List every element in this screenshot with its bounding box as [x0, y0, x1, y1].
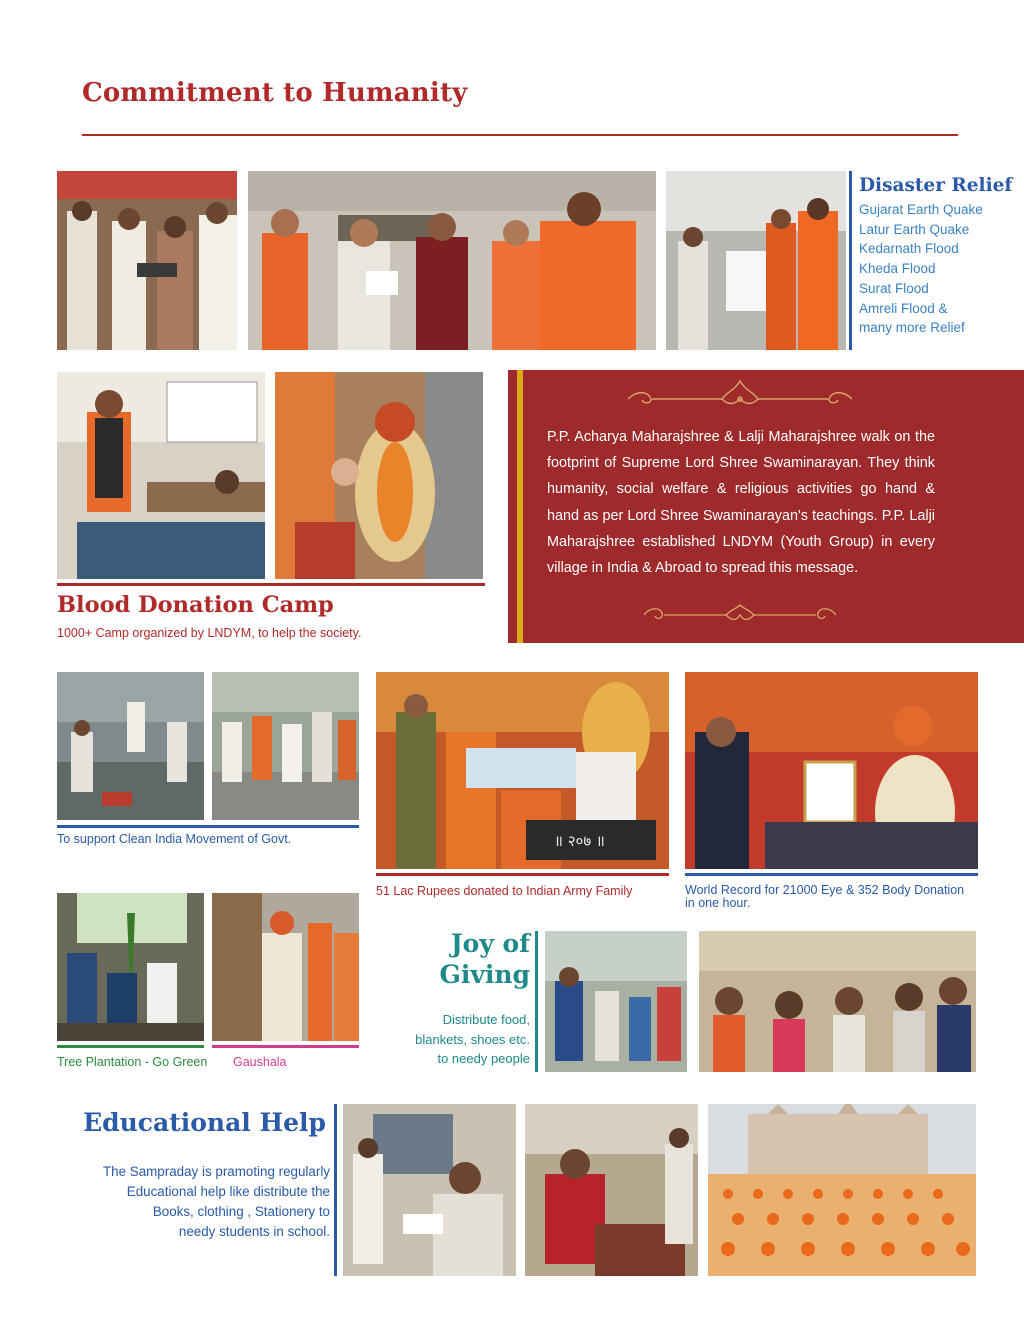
edu-line: needy students in school. — [178, 1224, 330, 1239]
clean-india-photo-1 — [57, 672, 204, 820]
joy-of-giving-bar — [535, 931, 538, 1072]
list-item: Gujarat Earth Quake — [859, 202, 983, 217]
world-record-photo — [685, 672, 978, 869]
educational-help-photo-3 — [708, 1104, 976, 1276]
tree-plantation-photo — [57, 893, 204, 1041]
gaushala-underline — [212, 1045, 359, 1048]
army-underline — [376, 873, 669, 876]
list-item: many more Relief — [859, 320, 965, 336]
educational-help-photo-2 — [525, 1104, 698, 1276]
joy-of-giving-photo-1 — [545, 931, 687, 1072]
gaushala-photo — [212, 893, 359, 1041]
ornament-bottom-icon — [640, 603, 840, 625]
tree-caption: Tree Plantation - Go Green — [57, 1055, 208, 1069]
disaster-relief-photo-1 — [57, 171, 237, 350]
educational-help-photo-1 — [343, 1104, 516, 1276]
ornament-top-icon — [622, 375, 858, 411]
blood-donation-photo-1 — [57, 372, 265, 579]
edu-line: Educational help like distribute the — [126, 1184, 330, 1199]
blood-donation-heading: Blood Donation Camp — [57, 592, 334, 618]
joy-of-giving-text — [380, 1010, 530, 1069]
page-title: Commitment to Humanity — [82, 78, 468, 108]
edu-line: The Sampraday is pramoting regularly — [102, 1164, 330, 1179]
joy-line: Distribute food, — [442, 1012, 530, 1027]
joy-of-giving-photo-2 — [699, 931, 976, 1072]
blood-donation-subtext: 1000+ Camp organized by LNDYM, to help the society. — [57, 626, 362, 640]
blood-donation-photo-2 — [275, 372, 483, 579]
joy-of-giving-heading — [400, 928, 530, 990]
list-item: Kedarnath Flood — [859, 241, 959, 257]
joy-heading-line-1: Joy of — [450, 929, 530, 958]
blood-donation-underline — [57, 583, 485, 586]
joy-line: to needy people — [437, 1051, 530, 1066]
disaster-relief-photo-3 — [666, 171, 846, 350]
list-item: Latur Earth Quake — [859, 221, 970, 237]
educational-help-heading: Educational Help — [83, 1108, 326, 1137]
list-item: Surat Flood — [859, 280, 929, 296]
educational-help-text — [70, 1162, 330, 1242]
clean-india-photo-2 — [212, 672, 359, 820]
list-item: Amreli Flood & — [859, 300, 948, 316]
army-donation-photo — [376, 672, 669, 869]
gaushala-caption: Gaushala — [233, 1055, 287, 1069]
disaster-relief-bar — [849, 171, 852, 350]
disaster-relief-list — [859, 200, 983, 338]
edu-line: Books, clothing , Stationery to — [152, 1204, 330, 1219]
joy-heading-line-2: Giving — [439, 960, 530, 989]
world-record-underline — [685, 873, 978, 876]
clean-india-caption: To support Clean India Movement of Govt. — [57, 832, 292, 846]
clean-india-underline — [57, 825, 359, 828]
message-box-accent — [517, 370, 523, 643]
world-record-caption — [685, 884, 964, 910]
list-item: Kheda Flood — [859, 261, 936, 277]
tree-underline — [57, 1045, 204, 1048]
disaster-relief-heading: Disaster Relief — [859, 175, 1013, 196]
world-record-line-2: in one hour. — [685, 896, 751, 910]
world-record-line-1: World Record for 21000 Eye & 352 Body Donation — [685, 883, 965, 897]
educational-help-bar — [334, 1104, 337, 1276]
joy-line: blankets, shoes etc. — [415, 1031, 530, 1047]
message-text: P.P. Acharya Maharajshree & Lalji Maharajshree walk on the footprint of Supreme Lord Shree Swaminarayan. They think humanity, social welfare & religious activities go hand & hand as per Lord Shree Swaminarayan's teachings. P.P. Lalji Maharajshree established LNDYM (Youth Group) in every village in India & Abroad to spread this message. — [547, 429, 935, 577]
disaster-relief-photo-2 — [248, 171, 656, 350]
title-divider — [82, 134, 958, 136]
army-caption: 51 Lac Rupees donated to Indian Army Family — [376, 884, 633, 898]
cheque-text: ॥ २०७ ॥ — [554, 832, 605, 850]
